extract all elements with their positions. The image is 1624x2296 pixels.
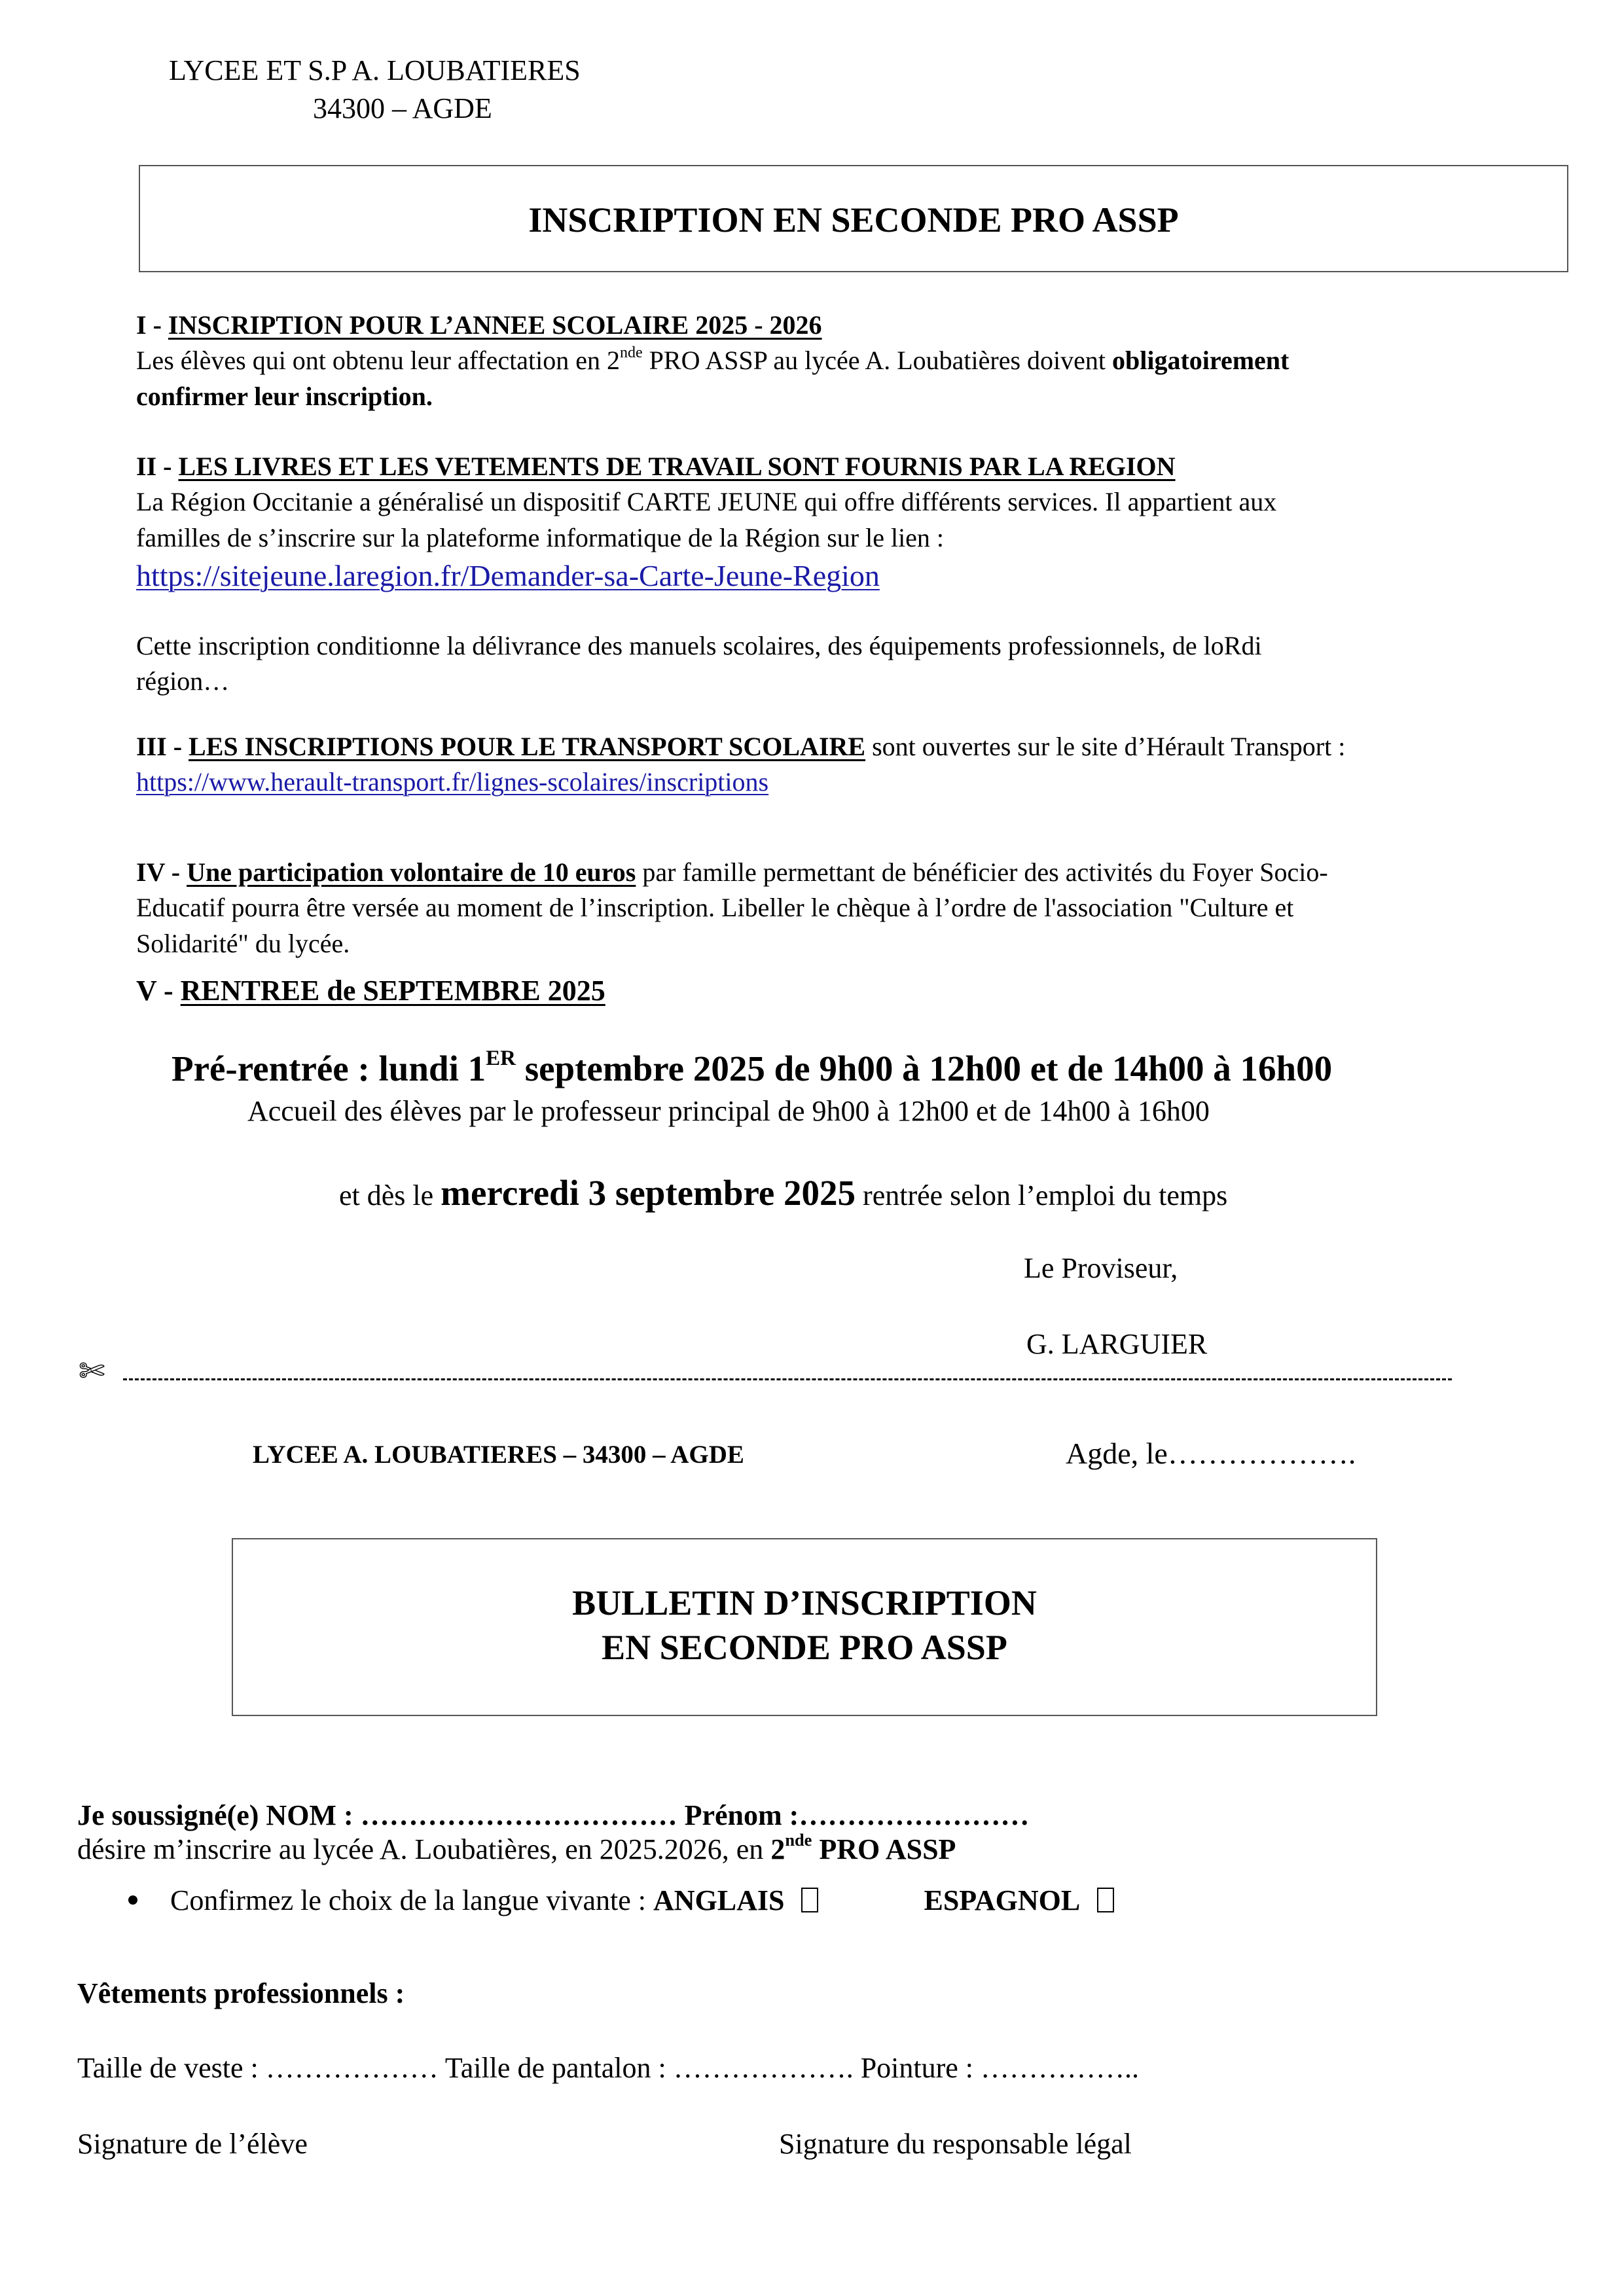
signature-name: G. LARGUIER [1026,1328,1208,1360]
vetements-heading: Vêtements professionnels : [77,1977,405,2009]
anglais-checkbox[interactable] [801,1888,818,1912]
section-1-text-b: PRO ASSP au lycée A. Loubatières doivent [642,346,1113,376]
langue-label: Confirmez le choix de la langue vivante : [170,1884,653,1916]
section-3-heading: LES INSCRIPTIONS POUR LE TRANSPORT SCOLAIRE [189,732,866,761]
bulletin-school: LYCEE A. LOUBATIERES – 34300 – AGDE [253,1441,744,1469]
section-4-heading: Une participation volontaire de 10 euros [187,857,636,887]
section-2-heading: LES LIVRES ET LES VETEMENTS DE TRAVAIL SONT FOURNIS PAR LA REGION [178,452,1176,481]
bulletin-title-line-2: EN SECONDE PRO ASSP [602,1627,1007,1667]
section-4 [136,855,1609,961]
section-4-line-3: Solidarité" du lycée. [136,928,350,958]
bulletin-date-line: Agde, le………………. [1066,1437,1356,1470]
school-name: LYCEE ET S.P A. LOUBATIERES [169,54,581,86]
section-1-number: I - [136,310,168,340]
section-5-title [136,971,605,1011]
desire-program: PRO ASSP [812,1833,956,1865]
section-2-line-2: familles de s’inscrire sur la plateforme informatique de la Région sur le lien : [136,522,945,552]
section-1-bold-line: confirmer leur inscription. [136,381,433,411]
espagnol-checkbox[interactable] [1097,1888,1114,1912]
nom-prenom-field[interactable]: Je soussigné(e) NOM : …………………………… Prénom :…………………… [77,1799,1030,1831]
page-title: INSCRIPTION EN SECONDE PRO ASSP [528,200,1179,240]
pre-rentree-text: Pré-rentrée : lundi 1 [171,1049,486,1088]
pre-rentree-line [171,1045,1332,1094]
espagnol-label: ESPAGNOL [924,1884,1081,1916]
cut-line [123,1378,1452,1380]
rentree-text-b: rentrée selon l’emploi du temps [856,1179,1228,1211]
rentree-text: et dès le [339,1179,441,1211]
section-3-text: sont ouvertes sur le site d’Hérault Transport : [865,732,1346,761]
desire-level: 2 [770,1833,785,1865]
bulletin-title-line-1: BULLETIN D’INSCRIPTION [572,1583,1037,1623]
section-3-number: III - [136,732,189,761]
desire-sup: nde [785,1830,812,1850]
accueil-line: Accueil des élèves par le professeur principal de 9h00 à 12h00 et de 14h00 à 16h00 [247,1095,1210,1127]
scissors-icon: ✄ [79,1354,105,1389]
section-4-number: IV - [136,857,187,887]
rentree-date: mercredi 3 septembre 2025 [441,1173,856,1213]
section-4-text: par famille permettant de bénéficier des activités du Foyer Socio- [636,857,1328,887]
section-2 [136,449,1576,700]
section-2-note-1: Cette inscription conditionne la délivrance des manuels scolaires, des équipements professionnels, de loRdi [136,630,1262,660]
section-5-number: V - [136,975,181,1007]
section-2-note-2: région… [136,666,230,696]
section-1-text: Les élèves qui ont obtenu leur affectation en 2 [136,346,621,376]
section-2-number: II - [136,452,179,481]
langue-line [128,1881,1114,1920]
section-1-heading: INSCRIPTION POUR L’ANNEE SCOLAIRE 2025 - 2026 [168,310,822,340]
anglais-label: ANGLAIS [653,1884,785,1916]
school-city: 34300 – AGDE [313,92,492,124]
pre-rentree-sup: ER [486,1046,516,1070]
desire-line [77,1830,956,1869]
title-box [139,165,1568,272]
bullet-icon [128,1895,137,1905]
bulletin-title-box [232,1538,1377,1716]
tailles-fields[interactable]: Taille de veste : ……………… Taille de pantalon : ………………. Pointure : …………….. [77,2052,1140,2084]
carte-jeune-link[interactable]: https://sitejeune.laregion.fr/Demander-sa-Carte-Jeune-Region [136,559,880,593]
signature-role: Le Proviseur, [1024,1252,1178,1284]
section-1 [136,308,1543,414]
section-2-line-1: La Région Occitanie a généralisé un dispositif CARTE JEUNE qui offre différents services. Il appartient aux [136,487,1277,517]
desire-text: désire m’inscrire au lycée A. Loubatières, en 2025.2026, en [77,1833,771,1865]
rentree-line [339,1169,1227,1218]
section-5-heading: RENTREE de SEPTEMBRE 2025 [180,975,605,1007]
section-1-bold: obligatoirement [1112,346,1290,376]
section-4-line-2: Educatif pourra être versée au moment de l’inscription. Libeller le chèque à l’ordre de l'association "Culture et [136,893,1294,923]
herault-transport-link[interactable]: https://www.herault-transport.fr/lignes-scolaires/inscriptions [136,767,769,797]
signature-responsable-label: Signature du responsable légal [779,2128,1132,2160]
section-3 [136,729,1609,800]
section-1-sup: nde [620,344,643,362]
signature-eleve-label: Signature de l’élève [77,2128,308,2160]
pre-rentree-text-b: septembre 2025 de 9h00 à 12h00 et de 14h00 à 16h00 [515,1049,1333,1088]
